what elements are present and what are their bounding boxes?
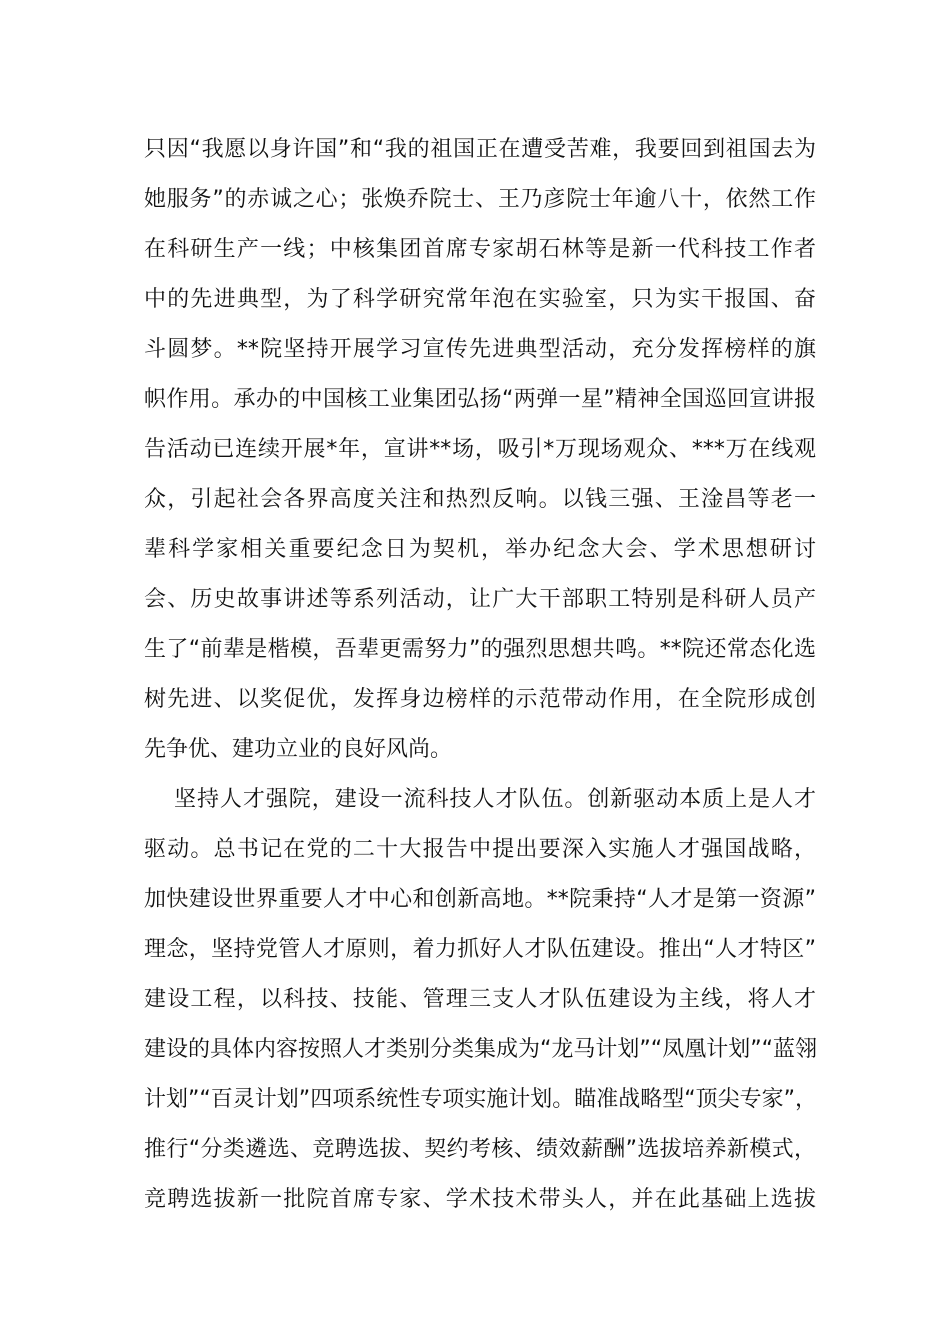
text-line: 驱动。总书记在党的二十大报告中提出要深入实施人才强国战略，: [144, 837, 816, 862]
paragraph-role-models: [144, 125, 816, 775]
text-line: 推行“分类遴选、竞聘选拔、契约考核、绩效薪酬”选拔培养新模式，: [144, 1137, 816, 1162]
text-line: 辈科学家相关重要纪念日为契机，举办纪念大会、学术思想研讨: [144, 537, 816, 562]
text-line: 建设的具体内容按照人才类别分类集成为“龙马计划”“凤凰计划”“蓝翎: [144, 1037, 817, 1062]
paragraph-talent-strategy: [144, 775, 816, 1225]
text-line: 坚持人才强院，建设一流科技人才队伍。创新驱动本质上是人才: [174, 787, 816, 812]
text-line: 会、历史故事讲述等系列活动，让广大干部职工特别是科研人员产: [144, 587, 816, 612]
text-line: 先争优、建功立业的良好风尚。: [144, 737, 453, 762]
text-line: 告活动已连续开展*年，宣讲**场，吸引*万现场观众、***万在线观: [144, 437, 816, 462]
text-line: 众，引起社会各界高度关注和热烈反响。以钱三强、王淦昌等老一: [144, 487, 816, 512]
text-line: 在科研生产一线；中核集团首席专家胡石林等是新一代科技工作者: [144, 237, 816, 262]
text-line: 斗圆梦。**院坚持开展学习宣传先进典型活动，充分发挥榜样的旗: [144, 337, 816, 362]
text-line: 生了“前辈是楷模，吾辈更需努力”的强烈思想共鸣。**院还常态化选: [144, 637, 816, 662]
text-line: 计划”“百灵计划”四项系统性专项实施计划。瞄准战略型“顶尖专家”，: [144, 1087, 817, 1112]
text-line: 帜作用。承办的中国核工业集团弘扬“两弹一星”精神全国巡回宣讲报: [144, 387, 816, 412]
text-line: 她服务”的赤诚之心；张焕乔院士、王乃彦院士年逾八十，依然工作: [144, 187, 816, 212]
text-line: 树先进、以奖促优，发挥身边榜样的示范带动作用，在全院形成创: [144, 687, 816, 712]
text-line: 建设工程，以科技、技能、管理三支人才队伍建设为主线，将人才: [144, 987, 816, 1012]
text-line: 中的先进典型，为了科学研究常年泡在实验室，只为实干报国、奋: [144, 287, 816, 312]
text-line: 理念，坚持党管人才原则，着力抓好人才队伍建设。推出“人才特区”: [144, 937, 816, 962]
text-line: 加快建设世界重要人才中心和创新高地。**院秉持“人才是第一资源”: [144, 887, 816, 912]
text-line: 只因“我愿以身许国”和“我的祖国正在遭受苦难，我要回到祖国去为: [144, 137, 816, 162]
text-line: 竞聘选拔新一批院首席专家、学术技术带头人，并在此基础上选拔: [144, 1187, 816, 1212]
